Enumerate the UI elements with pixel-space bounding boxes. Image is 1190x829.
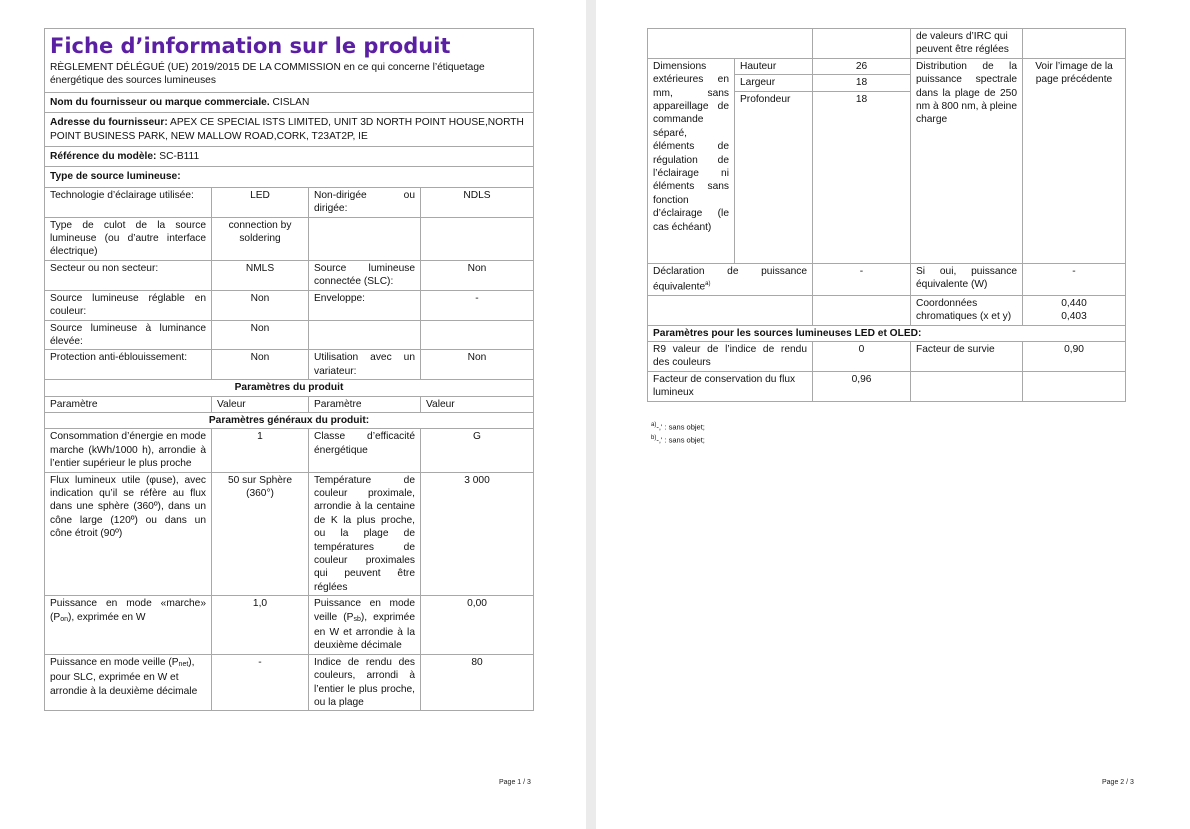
footnote-a: $^{a)}$-,' : sans objet; [651, 422, 705, 432]
energy-consumption-label: Consommation d’énergie en mode marche (kWh/1000 h), arrondie à l’entier supérieur le plus proche [45, 429, 212, 472]
lumen-maintenance-value: 0,96 [813, 371, 911, 401]
document-page-2 [596, 0, 1190, 829]
cri-label-continued: de valeurs d’IRC qui peuvent être réglées [911, 29, 1023, 59]
empty-cell [309, 320, 421, 350]
model-value: SC-B111 [159, 151, 200, 163]
empty-cell [421, 217, 534, 260]
product-info-table-continued [647, 28, 1126, 402]
table-row [45, 472, 534, 596]
table-row [45, 596, 534, 655]
empty-cell [309, 217, 421, 260]
table-row [45, 350, 534, 380]
table-row [45, 654, 534, 711]
dim-width-label: Largeur [735, 75, 813, 91]
empty-cell [648, 295, 813, 325]
high-luminance-label: Source lumineuse à luminance élevée: [45, 320, 212, 350]
table-row [45, 260, 534, 290]
anti-glare-value: Non [212, 350, 309, 380]
general-params-header: Paramètres généraux du produit: [45, 412, 534, 428]
table-row [648, 295, 1126, 325]
model-row [45, 147, 534, 167]
on-mode-power-label: Puissance en mode «marche» (Pon), exprimée en W [45, 596, 212, 655]
supplier-label: Nom du fournisseur ou marque commerciale. [50, 96, 270, 108]
empty-cell [1023, 371, 1126, 401]
page-number: Page 2 / 3 [1102, 779, 1134, 786]
table-row [648, 342, 1126, 372]
equivalent-power-w-label: Si oui, puissance équivalente (W) [911, 263, 1023, 295]
document-page-1 [0, 0, 586, 829]
luminous-flux-label: Flux lumineux utile (φuse), avec indication qu’il se réfère au flux dans une sphère (360º), dans un cône large (120º) ou dans un cône étroit (90º) [45, 472, 212, 596]
empty-cell [813, 29, 911, 59]
table-row [648, 58, 1126, 74]
table-row [45, 217, 534, 260]
cct-value: 3 000 [421, 472, 534, 596]
dim-height-label: Hauteur [735, 58, 813, 74]
table-row [45, 290, 534, 320]
led-params-header: Paramètres pour les sources lumineuses LED et OLED: [648, 325, 1126, 341]
efficiency-class-value: G [421, 429, 534, 472]
equivalent-power-w-value: - [1023, 263, 1126, 295]
cap-type-label: Type de culot de la source lumineuse (ou d’autre interface électrique) [45, 217, 212, 260]
supplier-value: CISLAN [272, 96, 310, 108]
column-header-row [45, 396, 534, 412]
anti-glare-label: Protection anti-éblouissement: [45, 350, 212, 380]
envelope-value: - [421, 290, 534, 320]
mains-value: NMLS [212, 260, 309, 290]
dimensions-label: Dimensions extérieures en mm, sans appareillage de commande séparé, éléments de régulation de l’éclairage ni éléments sans fonction d’éclairage (le cas échéant) [648, 58, 735, 263]
r9-value: 0 [813, 342, 911, 372]
col-value-header: Valeur [421, 396, 534, 412]
model-label: Référence du modèle: [50, 151, 157, 163]
energy-consumption-value: 1 [212, 429, 309, 472]
address-label: Adresse du fournisseur: [50, 117, 168, 129]
product-info-table [44, 28, 534, 711]
high-luminance-value: Non [212, 320, 309, 350]
luminous-flux-value: 50 sur Sphère (360°) [212, 472, 309, 596]
cri-label: Indice de rendu des couleurs, arrondi à l’entier le plus proche, ou la plage [309, 654, 421, 711]
efficiency-class-label: Classe d’efficacité énergétique [309, 429, 421, 472]
regulation-text: RÈGLEMENT DÉLÉGUÉ (UE) 2019/2015 DE LA COMMISSION en ce qui concerne l’étiquetage énergétique des sources lumineuses [50, 62, 485, 87]
table-row [648, 29, 1126, 59]
cct-label: Température de couleur proximale, arrondie à la centaine de K la plus proche, ou la plage de températures de couleur proximales qui peuvent être réglées [309, 472, 421, 596]
on-mode-power-value: 1,0 [212, 596, 309, 655]
r9-label: R9 valeur de l’indice de rendu des couleurs [648, 342, 813, 372]
dim-height-value: 26 [813, 58, 911, 74]
empty-cell [421, 320, 534, 350]
address-value: APEX CE SPECIAL ISTS LIMITED, UNIT 3D NORTH POINT HOUSE,NORTH POINT BUSINESS PARK, NEW MALLOW ROAD,CORK, T23AT2P, IE [50, 117, 524, 142]
empty-cell [813, 295, 911, 325]
dim-width-value: 18 [813, 75, 911, 91]
col-param-header: Paramètre [45, 396, 212, 412]
dimmer-value: Non [421, 350, 534, 380]
chromaticity-value: 0,440 0,403 [1023, 295, 1126, 325]
product-params-header: Paramètres du produit [45, 380, 534, 396]
light-source-type-header: Type de source lumineuse: [45, 167, 534, 187]
directional-label: Non-dirigée ou dirigée: [309, 187, 421, 217]
page-title: Fiche d’information sur le produit [50, 34, 451, 58]
col-param-header: Paramètre [309, 396, 421, 412]
spectral-distribution-label: Distribution de la puissance spectrale dans la plage de 250 nm à 800 nm, à pleine charge [911, 58, 1023, 263]
chromaticity-label: Coordonnées chromatiques (x et y) [911, 295, 1023, 325]
spectral-distribution-value: Voir l’image de la page précédente [1023, 58, 1126, 263]
networked-standby-value: - [212, 654, 309, 711]
table-row [45, 320, 534, 350]
connected-source-label: Source lumineuse connectée (SLC): [309, 260, 421, 290]
color-tunable-value: Non [212, 290, 309, 320]
table-row [45, 429, 534, 472]
technology-value: LED [212, 187, 309, 217]
standby-power-value: 0,00 [421, 596, 534, 655]
directional-value: NDLS [421, 187, 534, 217]
mains-label: Secteur ou non secteur: [45, 260, 212, 290]
table-row [648, 263, 1126, 295]
dimmer-label: Utilisation avec un variateur: [309, 350, 421, 380]
equivalent-power-value: - [813, 263, 911, 295]
standby-power-label: Puissance en mode veille (Psb), exprimée en W et arrondie à la deuxième décimale [309, 596, 421, 655]
connected-source-value: Non [421, 260, 534, 290]
empty-cell [1023, 29, 1126, 59]
dim-depth-label: Profondeur [735, 91, 813, 263]
page-number: Page 1 / 3 [499, 779, 531, 786]
dim-depth-value: 18 [813, 91, 911, 263]
supplier-row [45, 92, 534, 112]
survival-factor-label: Facteur de survie [911, 342, 1023, 372]
networked-standby-label: Puissance en mode veille (Pnet), pour SLC, exprimée en W et arrondie à la deuxième décimale [45, 654, 212, 711]
empty-cell [911, 371, 1023, 401]
survival-factor-value: 0,90 [1023, 342, 1126, 372]
envelope-label: Enveloppe: [309, 290, 421, 320]
footnote-b: $^{b)}$-,' : sans objet; [651, 434, 705, 444]
col-value-header: Valeur [212, 396, 309, 412]
footnotes [651, 420, 705, 445]
lumen-maintenance-label: Facteur de conservation du flux lumineux [648, 371, 813, 401]
table-row [45, 187, 534, 217]
table-row [648, 371, 1126, 401]
cap-type-value: connection by soldering [212, 217, 309, 260]
color-tunable-label: Source lumineuse réglable en couleur: [45, 290, 212, 320]
equivalent-power-label: Déclaration de puissance équivalente$^{a)}$ [648, 263, 813, 295]
cri-value: 80 [421, 654, 534, 711]
technology-label: Technologie d’éclairage utilisée: [45, 187, 212, 217]
empty-cell [648, 29, 813, 59]
address-row [45, 113, 534, 147]
